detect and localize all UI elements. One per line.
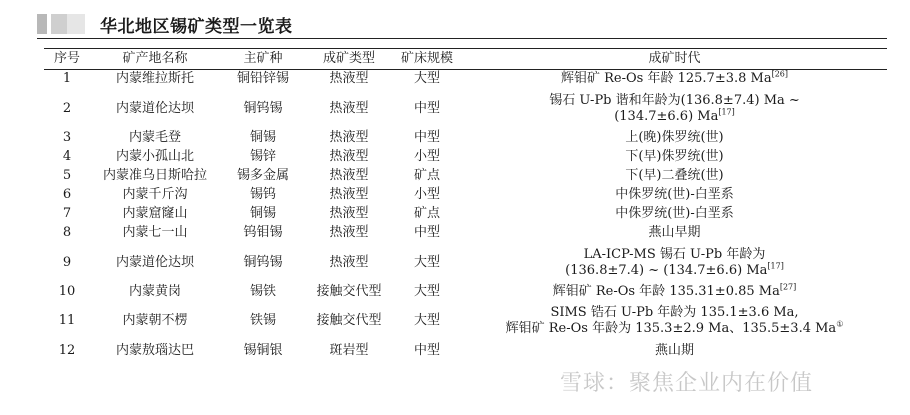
cell-age	[462, 302, 887, 340]
age-line	[462, 305, 887, 321]
cell-name: 内蒙毛登	[128, 130, 181, 145]
cell-age	[462, 70, 887, 89]
cell-no: 4	[62, 149, 72, 164]
table-row	[44, 167, 887, 186]
header-mineral: 主矿种	[220, 49, 306, 70]
cell-age	[462, 243, 887, 283]
cell-name: 内蒙道伦达坝	[115, 100, 194, 116]
table-header-row	[44, 49, 887, 70]
title-rule	[37, 38, 887, 39]
reference-mark: [17]	[718, 107, 735, 117]
cell-type: 接触交代型	[316, 284, 382, 299]
age-text: 辉钼矿 Re-Os 年龄 125.7±3.8 Ma	[561, 71, 772, 87]
cell-name: 内蒙窟窿山	[122, 206, 188, 221]
cell-scale: 中型	[413, 100, 440, 116]
header-type: 成矿类型	[306, 49, 392, 70]
reference-mark: [26]	[771, 69, 788, 79]
age-line	[462, 93, 887, 109]
age-text: 中侏罗统(世)-白垩系	[615, 206, 734, 221]
cell-scale: 大型	[413, 254, 440, 270]
page-title: 华北地区锡矿类型一览表	[100, 17, 293, 37]
cell-no: 2	[62, 100, 72, 116]
cell-mineral: 铜钨锡	[243, 254, 283, 270]
cell-scale: 中型	[413, 130, 440, 145]
cell-type: 热液型	[329, 100, 369, 116]
cell-mineral: 锡铁	[249, 284, 276, 299]
cell-age	[462, 148, 887, 167]
age-line	[462, 130, 887, 146]
table-row	[44, 205, 887, 224]
cell-age	[462, 186, 887, 205]
cell-name: 内蒙七一山	[122, 225, 188, 240]
reference-mark: ①	[836, 319, 844, 329]
table-row	[44, 70, 887, 89]
table-row	[44, 89, 887, 129]
age-line	[462, 284, 887, 300]
cell-name: 内蒙小孤山北	[115, 149, 194, 164]
cell-age	[462, 167, 887, 186]
cell-type: 热液型	[329, 168, 369, 183]
cell-scale: 大型	[413, 312, 440, 328]
cell-name: 内蒙道伦达坝	[115, 254, 194, 270]
cell-type: 热液型	[329, 225, 369, 240]
cell-no: 3	[62, 130, 72, 145]
age-line	[462, 168, 887, 184]
age-text: (134.7±6.6) Ma	[614, 108, 719, 124]
redacted-logo	[37, 14, 85, 34]
cell-mineral: 铜钨锡	[243, 100, 283, 116]
tin-deposit-table	[44, 49, 887, 362]
age-text: SIMS 锆石 U-Pb 年龄为 135.1±3.6 Ma,	[550, 304, 799, 320]
header-age: 成矿时代	[462, 49, 887, 70]
cell-name: 内蒙朝不楞	[122, 312, 188, 328]
cell-type: 热液型	[329, 71, 369, 87]
cell-no: 11	[58, 312, 76, 328]
table-row	[44, 283, 887, 302]
age-line	[462, 71, 887, 87]
cell-type: 热液型	[329, 254, 369, 270]
table-row	[44, 186, 887, 205]
cell-mineral: 铜锡	[249, 130, 276, 145]
cell-type: 斑岩型	[329, 342, 369, 358]
cell-no: 7	[62, 206, 72, 221]
cell-mineral: 钨钼锡	[243, 225, 283, 240]
age-text: LA-ICP-MS 锡石 U-Pb 年龄为	[583, 246, 766, 262]
cell-age	[462, 340, 887, 362]
reference-mark: [27]	[779, 282, 797, 292]
age-text: 下(早)二叠统(世)	[625, 168, 724, 183]
age-line	[462, 247, 887, 263]
cell-no: 10	[58, 284, 76, 299]
cell-type: 热液型	[329, 206, 369, 221]
cell-scale: 中型	[413, 225, 440, 240]
cell-scale: 大型	[413, 284, 440, 299]
cell-mineral: 锡钨	[249, 187, 276, 202]
cell-type: 接触交代型	[316, 312, 382, 328]
cell-no: 8	[62, 225, 72, 240]
cell-scale: 矿点	[413, 206, 440, 221]
age-line	[462, 263, 887, 279]
cell-no: 6	[62, 187, 72, 202]
cell-mineral: 锡锌	[249, 149, 276, 164]
cell-scale: 中型	[413, 342, 440, 358]
cell-name: 内蒙维拉斯托	[115, 71, 194, 87]
table-row	[44, 302, 887, 340]
cell-scale: 大型	[413, 71, 440, 87]
cell-no: 9	[62, 254, 72, 270]
header-scale: 矿床规模	[392, 49, 462, 70]
cell-mineral: 锡多金属	[236, 168, 289, 183]
age-line	[462, 343, 887, 359]
age-text: 燕山期	[654, 342, 694, 358]
cell-name: 内蒙千斤沟	[122, 187, 188, 202]
table-row	[44, 340, 887, 362]
age-line	[462, 149, 887, 165]
cell-age	[462, 129, 887, 148]
cell-no: 12	[58, 342, 76, 358]
table-row	[44, 129, 887, 148]
cell-age	[462, 283, 887, 302]
table-row	[44, 148, 887, 167]
cell-mineral: 铜铅锌锡	[236, 71, 289, 87]
cell-type: 热液型	[329, 130, 369, 145]
cell-mineral: 锡铜银	[243, 342, 283, 358]
header-no: 序号	[44, 49, 90, 70]
age-text: 锡石 U-Pb 谐和年龄为(136.8±7.4) Ma ~	[549, 92, 800, 108]
age-line	[462, 225, 887, 241]
age-line	[462, 187, 887, 203]
cell-no: 5	[62, 168, 72, 183]
cell-no: 1	[62, 71, 72, 87]
age-line	[462, 206, 887, 222]
cell-type: 热液型	[329, 149, 369, 164]
cell-scale: 矿点	[413, 168, 440, 183]
age-text: 辉钼矿 Re-Os 年龄为 135.3±2.9 Ma、135.5±3.4 Ma	[505, 320, 837, 336]
cell-age	[462, 224, 887, 243]
cell-age	[462, 89, 887, 129]
reference-mark: [17]	[767, 261, 784, 271]
age-text: (136.8±7.4) ~ (134.7±6.6) Ma	[565, 262, 768, 278]
cell-mineral: 铁锡	[249, 312, 276, 328]
age-line	[462, 321, 887, 337]
table-row	[44, 224, 887, 243]
age-text: 中侏罗统(世)-白垩系	[615, 187, 734, 202]
header-name: 矿产地名称	[90, 49, 220, 70]
cell-name: 内蒙准乌日斯哈拉	[102, 168, 207, 183]
table-row	[44, 243, 887, 283]
cell-type: 热液型	[329, 187, 369, 202]
cell-name: 内蒙黄岗	[128, 284, 181, 299]
age-text: 下(早)侏罗统(世)	[625, 149, 724, 164]
age-text: 上(晚)侏罗统(世)	[625, 130, 724, 145]
watermark-text: 雪球：聚焦企业内在价值	[560, 371, 814, 396]
cell-scale: 小型	[413, 187, 440, 202]
age-text: 辉钼矿 Re-Os 年龄 135.31±0.85 Ma	[552, 284, 780, 299]
cell-age	[462, 205, 887, 224]
age-text: 燕山早期	[648, 225, 701, 240]
age-line	[462, 109, 887, 125]
cell-mineral: 铜锡	[249, 206, 276, 221]
cell-name: 内蒙敖瑙达巴	[115, 342, 194, 358]
cell-scale: 小型	[413, 149, 440, 164]
